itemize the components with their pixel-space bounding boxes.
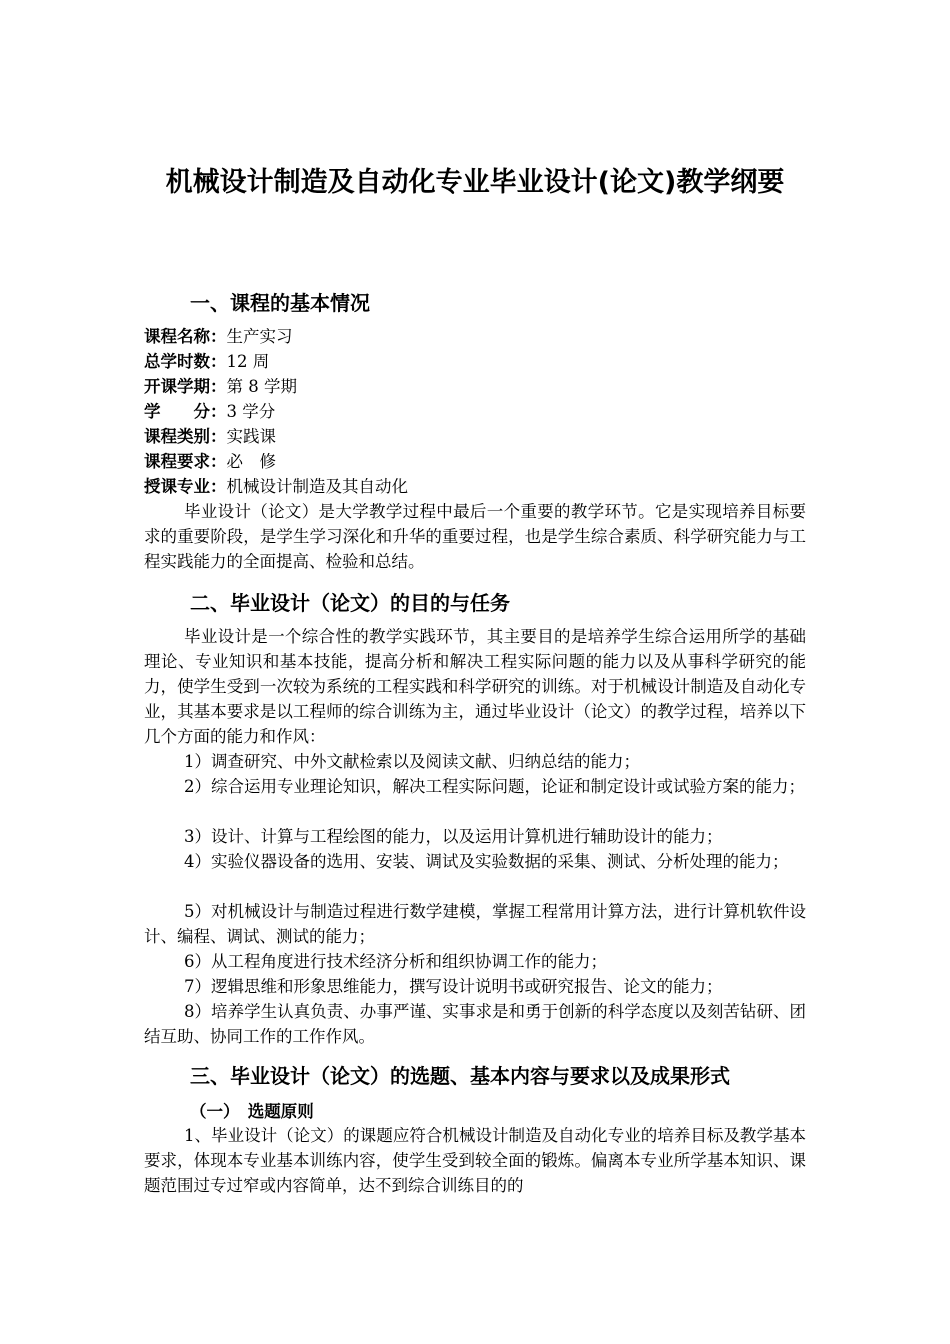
info-row-credits (144, 399, 275, 424)
section1-heading: 一、课程的基本情况 (190, 291, 370, 315)
document-title: 机械设计制造及自动化专业毕业设计(论文)教学纲要 (165, 167, 785, 198)
info-label: 课程类别： (144, 427, 227, 446)
info-row-semester (144, 374, 297, 399)
list-item: 1）调查研究、中外文献检索以及阅读文献、归纳总结的能力； (184, 752, 640, 771)
info-row-course-name (144, 324, 293, 349)
section3-heading: 三、毕业设计（论文）的选题、基本内容与要求以及成果形式 (190, 1064, 730, 1088)
info-value: 生产实习 (226, 327, 293, 346)
list-item: 2）综合运用专业理论知识，解决工程实际问题，论证和制定设计或试验方案的能力； (184, 777, 805, 796)
list-item: 7）逻辑思维和形象思维能力，撰写设计说明书或研究报告、论文的能力； (184, 977, 723, 996)
info-label: 课程名称： (144, 327, 227, 346)
section2-heading: 二、毕业设计（论文）的目的与任务 (190, 591, 510, 615)
section3-paragraph: 1、毕业设计（论文）的课题应符合机械设计制造及自动化专业的培养目标及教学基本要求，体现本专业基本训练内容，使学生受到较全面的锻炼。偏离本专业所学基本知识、课题范围过专过窄或内容简单，达不到综合训练目的的 (144, 1126, 806, 1195)
info-value: 实践课 (226, 427, 276, 446)
info-value: 机械设计制造及其自动化 (226, 477, 408, 496)
section2-intro-paragraph: 毕业设计是一个综合性的教学实践环节，其主要目的是培养学生综合运用所学的基础理论、专业知识和基本技能，提高分析和解决工程实际问题的能力以及从事科学研究的能力，使学生受到一次较为系统的工程实践和科学研究的训练。对于机械设计制造及自动化专业，其基本要求是以工程师的综合训练为主，通过毕业设计（论文）的教学过程，培养以下几个方面的能力和作风： (144, 627, 806, 746)
info-row-category (144, 424, 276, 449)
info-value: 第 8 学期 (226, 377, 297, 396)
info-value: 12 周 (226, 352, 270, 371)
info-label: 总学时数： (144, 352, 227, 371)
section3-subheading: （一） 选题原则 (190, 1102, 314, 1121)
list-item: 3）设计、计算与工程绘图的能力，以及运用计算机进行辅助设计的能力； (184, 827, 723, 846)
list-item: 6）从工程角度进行技术经济分析和组织协调工作的能力； (184, 952, 607, 971)
info-label: 开课学期： (144, 377, 227, 396)
info-row-requirement (144, 449, 276, 474)
list-item: 5）对机械设计与制造过程进行数学建模，掌握工程常用计算方法，进行计算机软件设计、编程、调试、测试的能力； (144, 902, 806, 946)
info-label: 课程要求： (144, 452, 227, 471)
list-item: 8）培养学生认真负责、办事严谨、实事求是和勇于创新的科学态度以及刻苦钻研、团结互助、协同工作的工作作风。 (144, 1002, 806, 1046)
info-label: 授课专业： (144, 477, 227, 496)
info-value: 3 学分 (226, 402, 276, 421)
list-item: 4）实验仪器设备的选用、安装、调试及实验数据的采集、测试、分析处理的能力； (184, 852, 789, 871)
info-value: 必 修 (226, 452, 276, 471)
section1-intro-paragraph: 毕业设计（论文）是大学教学过程中最后一个重要的教学环节。它是实现培养目标要求的重要阶段，是学生学习深化和升华的重要过程，也是学生综合素质、科学研究能力与工程实践能力的全面提高、检验和总结。 (144, 502, 806, 571)
info-row-major (144, 474, 408, 499)
info-row-total-hours (144, 349, 269, 374)
info-label: 学 分： (144, 402, 227, 421)
